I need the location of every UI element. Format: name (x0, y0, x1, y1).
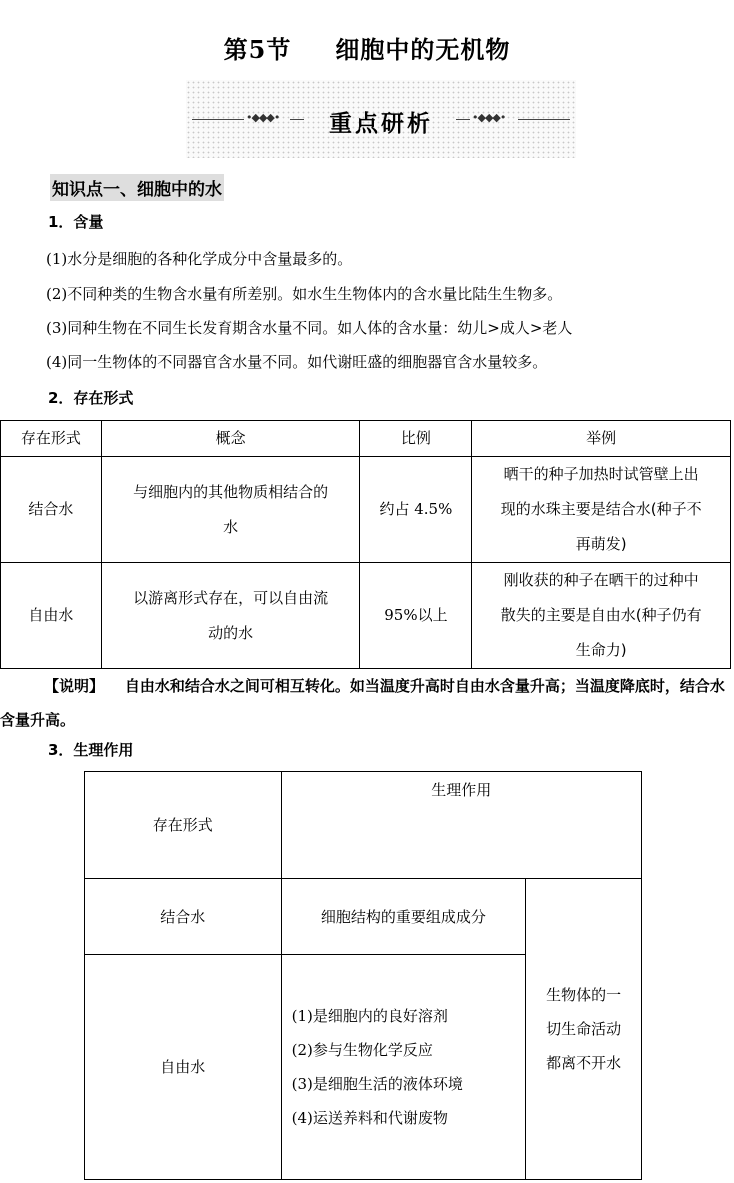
table-row (1, 457, 731, 563)
header-function: 生理作用 (281, 772, 641, 879)
table-header-row (1, 421, 731, 457)
note-paragraph (0, 669, 726, 737)
row-example: 刚收获的种子在晒干的过种中 散失的主要是自由水(种子仍有 生命力) (472, 563, 731, 669)
row-concept: 与细胞内的其他物质相结合的 水 (101, 457, 360, 563)
page-title (0, 30, 734, 65)
header-form: 存在形式 (85, 772, 282, 879)
list-item: (2)参与生物化学反应 (291, 1041, 433, 1059)
row-free-water: 自由水 (85, 955, 282, 1180)
shared-function: 生物体的一 切生命活动 都离不开水 (526, 879, 642, 1180)
content-item-2: (2)不同种类的生物含水量有所差别。如水生生物体内的含水量比陆生生物多。 (46, 285, 563, 303)
table-row (85, 879, 642, 955)
banner-right-line-inner (456, 119, 470, 120)
heading-functions: 3．生理作用 (48, 741, 134, 759)
row-free-water-functions (281, 955, 526, 1180)
row-example: 晒干的种子加热时试管壁上出 现的水珠主要是结合水(种子不 再萌发) (472, 457, 731, 563)
row-ratio: 约占 4.5% (360, 457, 472, 563)
row-form: 结合水 (1, 457, 102, 563)
content-item-1: (1)水分是细胞的各种化学成分中含量最多的。 (46, 250, 353, 268)
content-item-3: (3)同种生物在不同生长发育期含水量不同。如人体的含水量：幼儿>成人>老人 (46, 319, 573, 337)
note-label: 【说明】 (44, 677, 105, 695)
table-row (1, 563, 731, 669)
content-item-4: (4)同一生物体的不同器官含水量不同。如代谢旺盛的细胞器官含水量较多。 (46, 353, 548, 371)
key-analysis-banner (186, 80, 576, 158)
row-bound-water: 结合水 (85, 879, 282, 955)
heading-content: 1．含量 (48, 213, 104, 231)
banner-text: 重点研析 (329, 111, 433, 137)
section-number: 第5节 (223, 35, 292, 64)
section-name: 细胞中的无机物 (335, 35, 511, 64)
row-form: 自由水 (1, 563, 102, 669)
banner-left-ornament: •◆◆◆• (246, 111, 280, 124)
header-form: 存在形式 (1, 421, 102, 457)
list-item: (3)是细胞生活的液体环境 (291, 1075, 463, 1093)
water-functions-table (84, 771, 642, 1180)
row-ratio: 95%以上 (360, 563, 472, 669)
row-bound-water-function: 细胞结构的重要组成成分 (281, 879, 526, 955)
table-header-row (85, 772, 642, 879)
water-forms-table (0, 420, 731, 669)
header-ratio: 比例 (360, 421, 472, 457)
heading-forms: 2．存在形式 (48, 389, 134, 407)
header-concept: 概念 (101, 421, 360, 457)
banner-right-line (518, 119, 570, 120)
row-concept: 以游离形式存在，可以自由流 动的水 (101, 563, 360, 669)
banner-right-ornament: •◆◆◆• (472, 111, 506, 124)
header-example: 举例 (472, 421, 731, 457)
knowledge-point-heading: 知识点一、细胞中的水 (50, 174, 224, 201)
note-text: 自由水和结合水之间可相互转化。如当温度升高时自由水含量升高；当温度降底时，结合水含量升高。 (0, 677, 725, 729)
list-item: (1)是细胞内的良好溶剂 (291, 1007, 448, 1025)
list-item: (4)运送养料和代谢废物 (291, 1109, 448, 1127)
